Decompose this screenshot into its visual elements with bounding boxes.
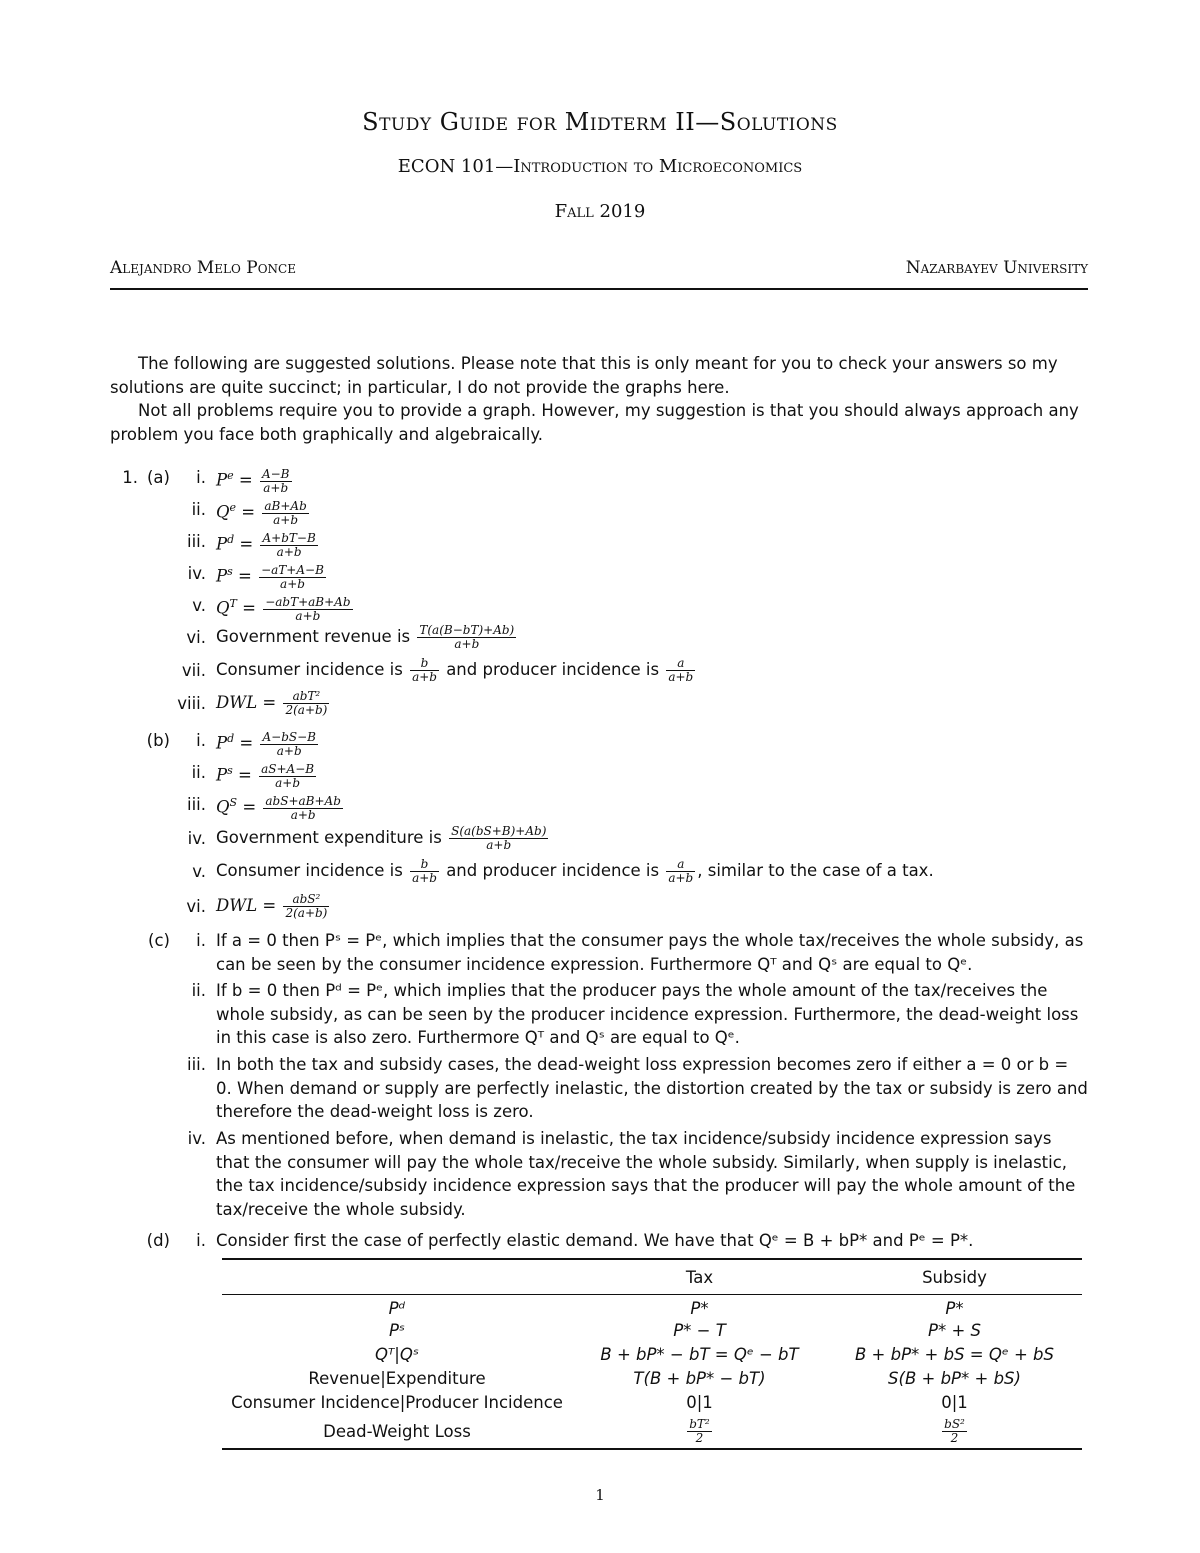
table-cell: P* [690,1299,709,1319]
part-label-b: (b) [146,731,170,750]
equation-item: $P^s$ = $\frac{aS+A-B}{a+b}$ [216,761,315,790]
table-cell: Consumer Incidence|Producer Incidence [231,1393,563,1412]
table-cell: Pˢ [388,1321,406,1340]
university: Nazarbayev University [905,258,1088,278]
govt-revenue-item: Government revenue is $\frac{T(a(B-bT)+Ab)}{a+b}$ [216,623,515,651]
item-roman: i. [196,731,206,750]
item-roman: iv. [187,564,206,583]
table-header-row [222,1259,1082,1295]
c-iv-text: As mentioned before, when demand is inelastic, the tax incidence/subsidy incidence expression says that the consumer will pay the whole tax/receive the whole subsidy. Similarly, when supply is inelastic, the tax incidence/subsidy incidence expression says that the producer will pay the whole amount of the tax/receive the whole subsidy. [216,1129,1076,1219]
item-roman: iii. [187,1055,206,1074]
table-cell: P* [945,1299,964,1319]
part-label-c: (c) [148,931,170,950]
item-roman: iii. [187,532,206,551]
table-row [222,1343,1082,1367]
equation-item: $Q^e$ = $\frac{aB+Ab}{a+b}$ [216,498,307,527]
table-cell: B + bP* − bT = Qᵉ − bT [600,1345,799,1364]
course-name: ECON 101—Introduction to Microeconomics [397,156,803,177]
document-title: Study Guide for Midterm II—Solutions [362,108,838,136]
table-cell: S(B + bP* + bS) [888,1369,1021,1388]
item-roman: iv. [187,1129,206,1148]
item-roman: ii. [191,763,206,782]
question-number: 1. [122,468,138,487]
table-header-cell: Subsidy [827,1259,1082,1295]
header-rule [110,288,1088,290]
c-ii-text: If b = 0 then Pᵈ = Pᵉ, which implies that the producer pays the whole amount of the tax/receives the whole subsidy, as can be seen by the producer incidence expression. Furthermore, the dead-weight loss in this case is also zero. Furthermore Qᵀ and Qˢ are equal to Qᵉ. [216,981,1079,1047]
subsidy-dwl-item: DWL = $\frac{\text{abS²}}{2(a+b)}$ [216,892,328,920]
equation-item: $P^e$ = $\frac{A-B}{a+b}$ [216,466,290,495]
equation-item: $Q^S$ = $\frac{\text{abS+aB+Ab}}{a+b}$ [216,793,341,822]
table-cell: B + bP* + bS = Qᵉ + bS [854,1345,1054,1364]
table-header-cell [222,1259,572,1295]
table-row [222,1319,1082,1343]
incidence-item: Consumer incidence is $\frac{b}{a+b}$ and producer incidence is $\frac{a}{a+b}$ [216,656,694,684]
equation-item: $P^d$ = $\frac{A-bS-B}{a+b}$ [216,729,316,758]
table-cell: Pᵈ [388,1299,406,1319]
item-roman: vii. [181,661,206,680]
item-roman: vi. [186,897,206,916]
item-roman: viii. [177,694,206,713]
item-roman: i. [196,468,206,487]
item-roman: ii. [191,981,206,1000]
term: Fall 2019 [554,201,646,222]
author: Alejandro Melo Ponce [110,258,296,278]
table-cell: T(B + bP* − bT) [633,1369,766,1388]
table-cell: Qᵀ|Qˢ [374,1345,420,1364]
table-cell: 0|1 [686,1393,713,1412]
table-cell: Revenue|Expenditure [308,1369,486,1388]
c-i-text: If a = 0 then Pˢ = Pᵉ, which implies that the consumer pays the whole tax/receives the whole subsidy, as can be seen by the consumer incidence expression. Furthermore Qᵀ and Qˢ are equal to Qᵉ. [216,931,1084,974]
intro-paragraph-1: The following are suggested solutions. Please note that this is only meant for you to check your answers so my solutions are quite succinct; in particular, I do not provide the graphs here. [110,354,1058,397]
item-roman: v. [192,862,206,881]
part-label-d: (d) [146,1231,170,1250]
subsidy-incidence-item: Consumer incidence is $\frac{b}{a+b}$ and producer incidence is $\frac{a}{a+b}$ , similar to the case of a tax. [216,857,934,885]
govt-expenditure-item: Government expenditure is $\frac{S(a(bS+B)+Ab)}{a+b}$ [216,824,547,852]
table-cell: Dead-Weight Loss [222,1415,572,1449]
page-number: 1 [595,1486,605,1504]
table-cell: $\frac{\text{bT²}}{2}$ [572,1415,827,1449]
equation-item: $P^d$ = $\frac{A+bT-B}{a+b}$ [216,530,316,559]
intro-paragraph-2: Not all problems require you to provide a graph. However, my suggestion is that you should always approach any problem you face both graphically and algebraically. [110,401,1079,444]
table-cell: $\frac{\text{bS²}}{2}$ [827,1415,1082,1449]
table-cell: 0|1 [941,1393,968,1412]
c-iii-text: In both the tax and subsidy cases, the dead-weight loss expression becomes zero if either a = 0 or b = 0. When demand or supply are perfectly inelastic, the distortion created by the tax or subsidy is zero and therefore the dead-weight loss is zero. [216,1055,1088,1121]
equation-item: $P^s$ = $\frac{-aT+A-B}{a+b}$ [216,562,324,591]
equation-item: $Q^T$ = $\frac{\text{−abT+aB+Ab}}{a+b}$ [216,594,351,623]
tax-subsidy-table [222,1258,1082,1450]
table-row [222,1367,1082,1391]
part-label-a: (a) [147,468,170,487]
d-i-text: Consider first the case of perfectly elastic demand. We have that Qᵉ = B + bP* and Pᵉ = P*. [216,1231,974,1250]
dwl-item: DWL = $\frac{\text{abT²}}{2(a+b)}$ [216,689,328,717]
table-cell: P* − T [673,1321,726,1340]
item-roman: ii. [191,500,206,519]
item-roman: iii. [187,795,206,814]
item-roman: iv. [187,829,206,848]
table-row [222,1295,1082,1319]
table-cell: P* + S [928,1321,981,1340]
table-row [222,1391,1082,1415]
table-row [222,1415,1082,1449]
item-roman: i. [196,1231,206,1250]
item-roman: i. [196,931,206,950]
table-header-cell: Tax [572,1259,827,1295]
item-roman: vi. [186,628,206,647]
item-roman: v. [192,596,206,615]
